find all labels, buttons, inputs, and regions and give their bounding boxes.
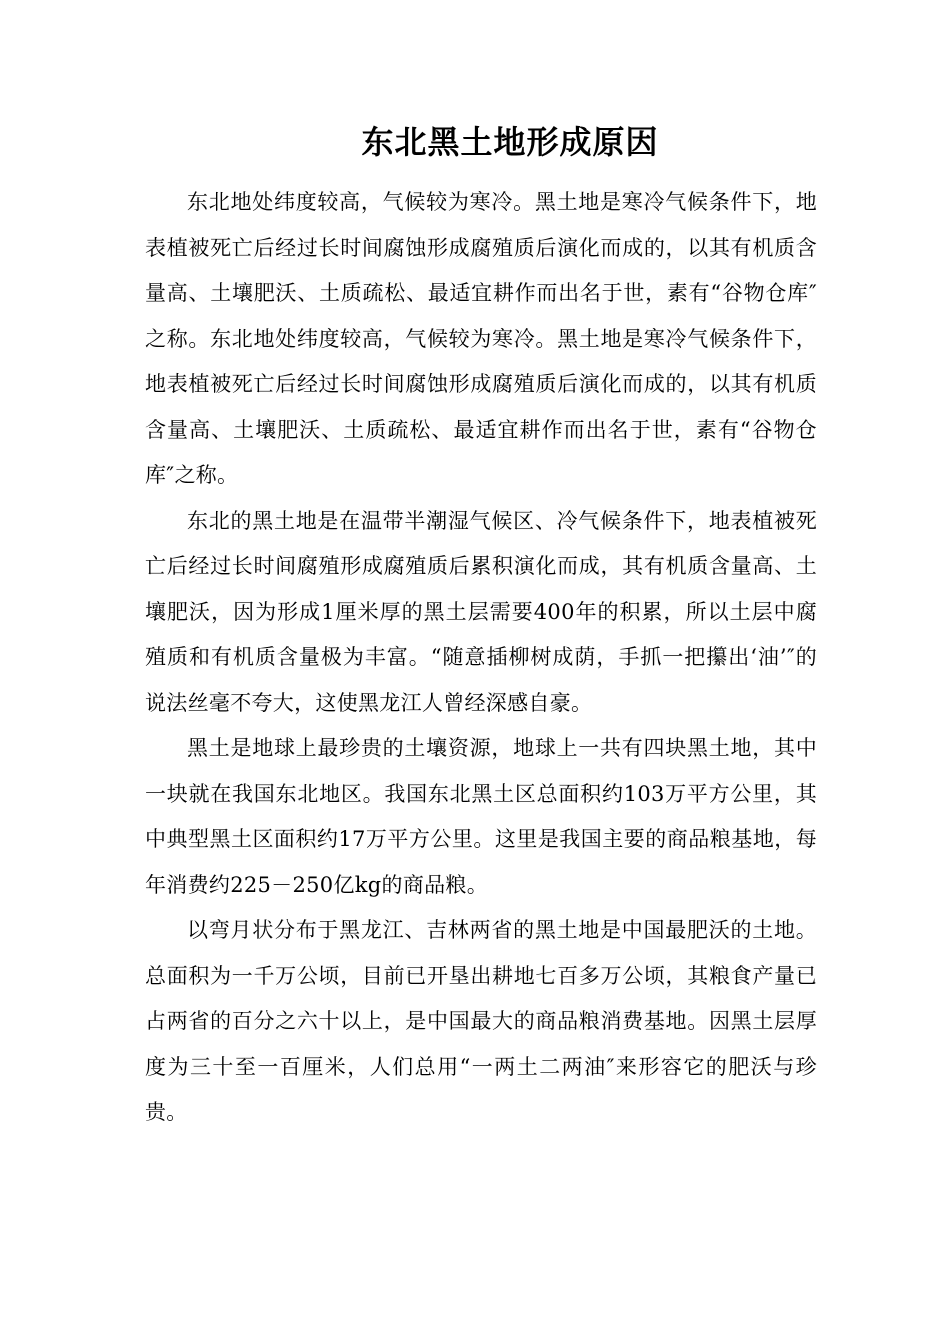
paragraph-2: 东北的黑土地是在温带半潮湿气候区、冷气候条件下，地表植被死亡后经过长时间腐殖形成腐殖质后累积演化而成，其有机质含量高、土壤肥沃，因为形成1厘米厚的黑土层需要400年的积累，所以土层中腐殖质和有机质含量极为丰富。“随意插柳树成荫，手抓一把攥出‘油’″的说法丝毫不夸大，这使黑龙江人曾经深感自豪。 (145, 508, 817, 715)
paragraph-1: 东北地处纬度较高，气候较为寒冷。黑土地是寒冷气候条件下，地表植被死亡后经过长时间腐蚀形成腐殖质后演化而成的，以其有机质含量高、土壤肥沃、土质疏松、最适宜耕作而出名于世，素有“谷物仓库″之称。东北地处纬度较高，气候较为寒冷。黑土地是寒冷气候条件下，地表植被死亡后经过长时间腐蚀形成腐殖质后演化而成的，以其有机质含量高、土壤肥沃、土质疏松、最适宜耕作而出名于世，素有“谷物仓库″之称。 (145, 190, 817, 487)
paragraph-4: 以弯月状分布于黑龙江、吉林两省的黑土地是中国最肥沃的土地。总面积为一千万公顷，目前已开垦出耕地七百多万公顷，其粮食产量已占两省的百分之六十以上，是中国最大的商品粮消费基地。因黑土层厚度为三十至一百厘米，人们总用“一两土二两油″来形容它的肥沃与珍贵。 (145, 918, 817, 1124)
document-body (145, 180, 817, 1136)
paragraph-3: 黑土是地球上最珍贵的土壤资源，地球上一共有四块黑土地，其中一块就在我国东北地区。我国东北黑土区总面积约103万平方公里，其中典型黑土区面积约17万平方公里。这里是我国主要的商品粮基地，每年消费约225－250亿kg的商品粮。 (145, 736, 817, 897)
document-title: 东北黑土地形成原因 (361, 123, 659, 161)
